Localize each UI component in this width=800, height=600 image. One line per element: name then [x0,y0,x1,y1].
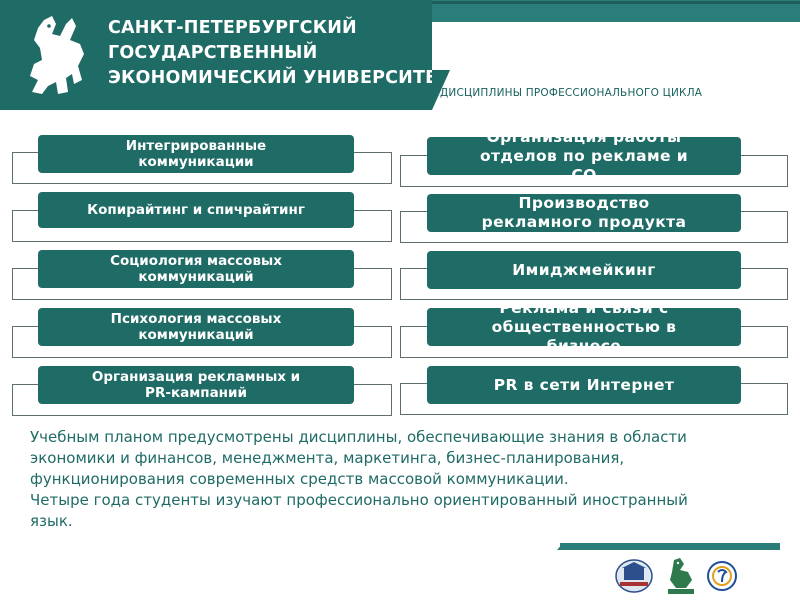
discipline-right-4-line-1: Реклама и связи с [499,298,669,317]
discipline-left-3 [38,250,354,288]
discipline-left-1 [38,135,354,173]
discipline-left-1-line-2: коммуникации [138,154,254,170]
discipline-right-4-line-2: общественностью в [491,317,677,336]
discipline-right-3 [427,251,741,289]
discipline-right-1-line-3: СО [571,165,597,184]
discipline-left-2 [38,192,354,228]
rinkhiz-logo-icon [614,558,654,594]
discipline-right-2-line-2: рекламного продукта [481,213,687,231]
discipline-left-3-line-2: коммуникаций [138,269,254,285]
discipline-right-4-line-3: бизнесе [546,336,622,355]
university-name-line-3: ЭКОНОМИЧЕСКИЙ УНИВЕРСИТЕТ [108,68,450,88]
discipline-right-2-line-1: Производство [518,194,650,212]
discipline-right-4 [427,298,741,355]
discipline-left-4-line-1: Психология массовых [110,311,282,327]
section-title: ДИСЦИПЛИНЫ ПРОФЕССИОНАЛЬНОГО ЦИКЛА [440,87,703,99]
discipline-left-2-line-1: Копирайтинг и спичрайтинг [87,202,305,218]
discipline-left-1-line-1: Интегрированные [125,138,267,154]
discipline-left-5 [38,366,354,404]
discipline-left-4-line-2: коммуникаций [138,327,254,343]
discipline-right-1 [427,127,741,184]
description-paragraph-1: Учебным планом предусмотрены дисциплины, обеспечивающие знания в области экономики и финансов, менеджмента, маркетинга, бизнес-планирования, функционирования современных средств массовой коммуникации. [30,428,687,488]
description-paragraph-2: Четыре года студенты изучают профессионально ориентированный иностранный язык. [30,491,688,530]
university-name-line-1: САНКТ-ПЕТЕРБУРГСКИЙ [108,18,357,38]
discipline-right-2 [427,194,741,232]
university-logo-block [0,0,450,110]
discipline-right-5 [427,366,741,404]
footer-band [560,543,780,550]
discipline-left-4 [38,308,354,346]
financial-university-logo-icon [706,560,738,592]
discipline-left-3-line-1: Социология массовых [110,253,282,269]
discipline-right-1-line-1: Организация работы [486,127,682,146]
discipline-left-5-line-1: Организация рекламных и [91,369,301,385]
university-name-line-2: ГОСУДАРСТВЕННЫЙ [108,43,318,63]
finek-logo-icon [664,556,698,596]
discipline-right-1-line-2: отделов по рекламе и [479,146,688,165]
university-name [108,16,449,91]
curriculum-description [30,427,720,532]
discipline-right-3-line-1: Имиджмейкинг [512,260,656,279]
discipline-right-5-line-1: PR в сети Интернет [493,375,675,394]
discipline-left-5-line-2: PR-кампаний [145,385,247,401]
griffin-icon [22,14,102,98]
